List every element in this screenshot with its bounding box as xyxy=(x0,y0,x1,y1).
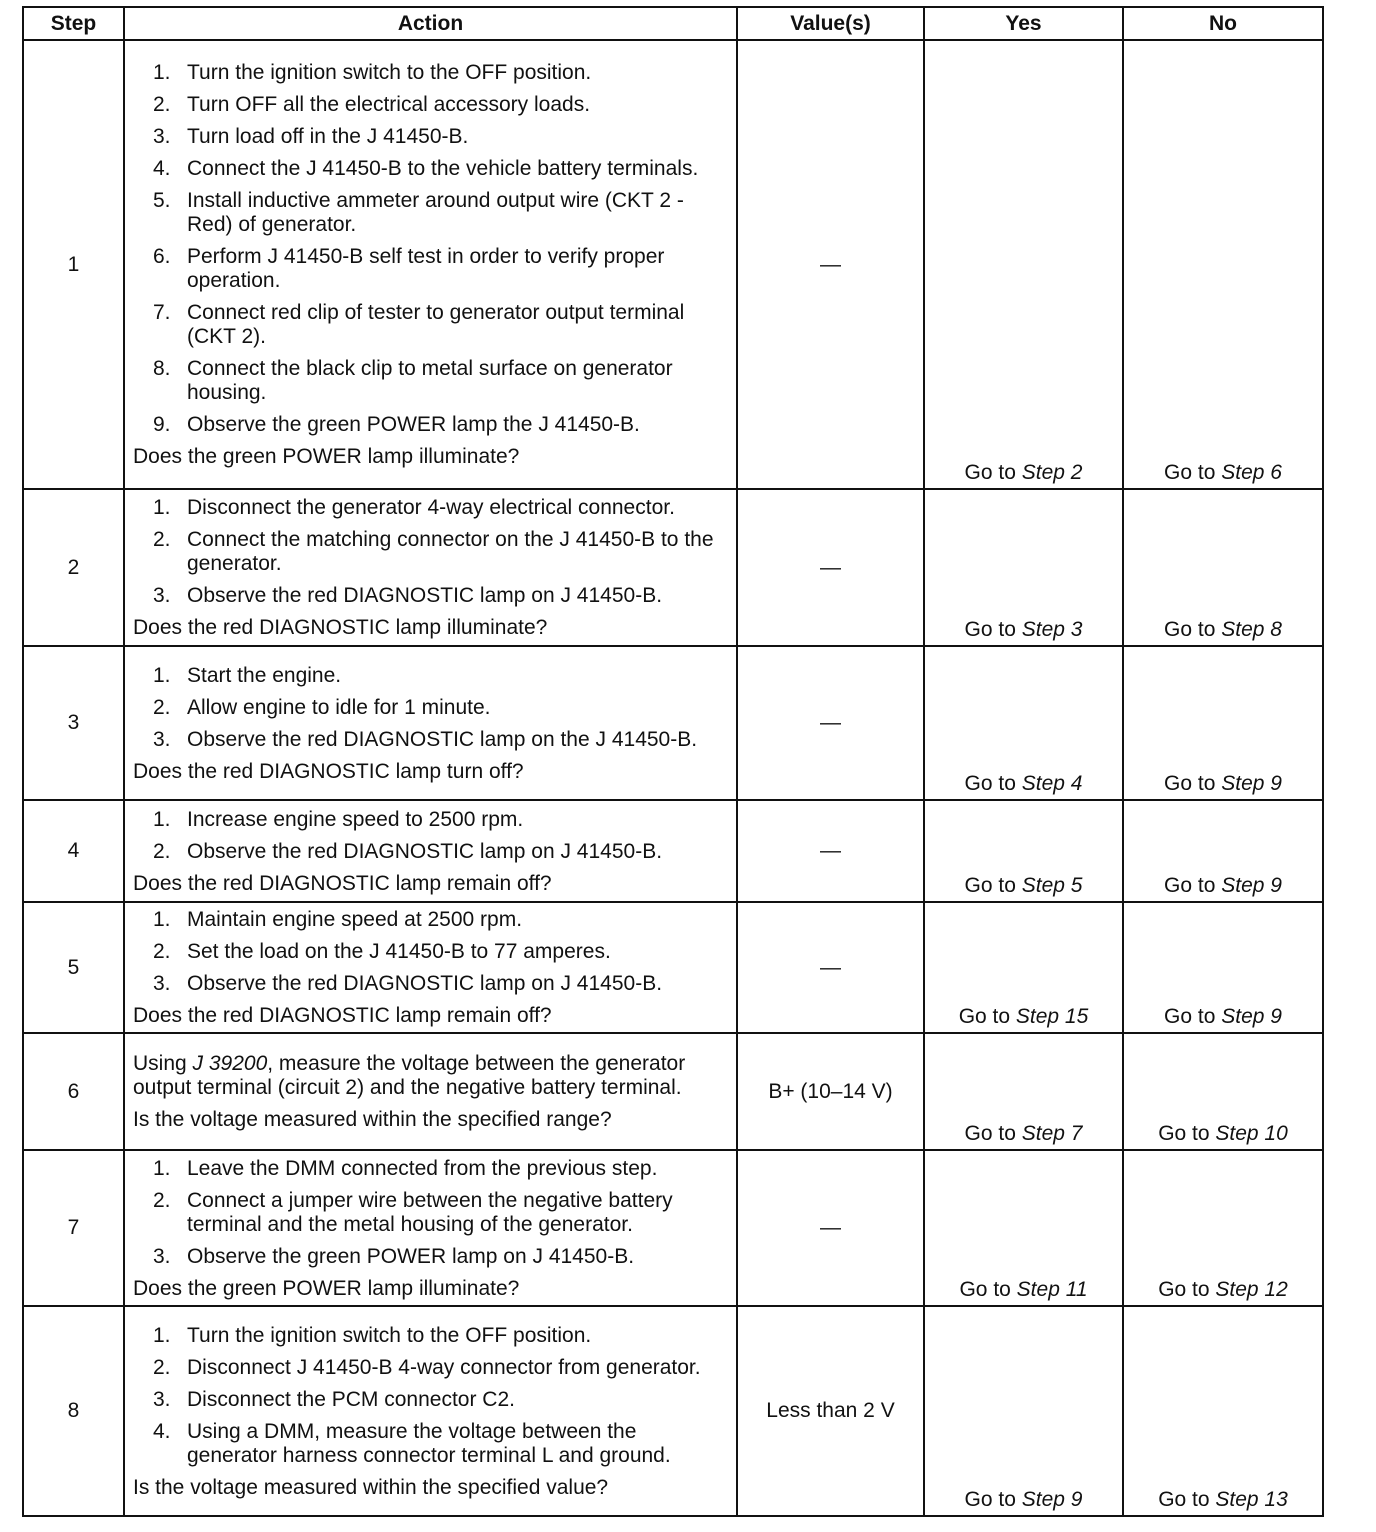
action-list xyxy=(133,1157,728,1269)
step-number: 6 xyxy=(23,1033,124,1150)
action-item-number: 1. xyxy=(153,908,171,931)
action-question: Is the voltage measured within the specified value? xyxy=(133,1475,609,1499)
action-item-text: Observe the green POWER lamp on J 41450-B. xyxy=(187,1244,635,1268)
action-item-number: 9. xyxy=(153,413,171,436)
action-cell xyxy=(124,646,737,800)
goto-prefix: Go to xyxy=(964,618,1022,641)
action-item xyxy=(133,940,728,964)
action-item-text: Perform J 41450-B self test in order to verify proper operation. xyxy=(187,245,665,292)
goto-prefix: Go to xyxy=(1164,772,1222,795)
action-item-text: Connect the J 41450-B to the vehicle battery terminals. xyxy=(187,157,699,180)
goto-step-link[interactable]: Step 10 xyxy=(1215,1122,1288,1145)
step-number: 2 xyxy=(23,489,124,646)
action-item-text: Turn the ignition switch to the OFF position. xyxy=(187,1323,592,1347)
action-item xyxy=(133,413,728,437)
goto-prefix: Go to xyxy=(964,772,1022,795)
no-cell xyxy=(1123,40,1323,489)
yes-cell xyxy=(924,1306,1123,1516)
value-cell: — xyxy=(737,646,924,800)
goto-step-link[interactable]: Step 9 xyxy=(1221,874,1282,897)
action-item-number: 4. xyxy=(153,1419,171,1443)
action-cell xyxy=(124,800,737,902)
goto-step-link[interactable]: Step 9 xyxy=(1221,1005,1282,1028)
action-item-number: 1. xyxy=(153,1323,171,1347)
value-cell: — xyxy=(737,489,924,646)
action-item xyxy=(133,1157,728,1181)
value-cell: — xyxy=(737,1150,924,1306)
action-item-text: Connect the black clip to metal surface on generator housing. xyxy=(187,357,673,404)
action-list xyxy=(133,664,728,752)
header-yes: Yes xyxy=(924,7,1123,40)
goto-step-link[interactable]: Step 3 xyxy=(1021,618,1083,641)
action-item xyxy=(133,908,728,932)
action-item-text: Maintain engine speed at 2500 rpm. xyxy=(187,908,523,931)
action-item xyxy=(133,93,728,117)
action-cell xyxy=(124,40,737,489)
action-item-text: Leave the DMM connected from the previous step. xyxy=(187,1156,658,1180)
goto-step-link[interactable]: Step 8 xyxy=(1221,618,1282,641)
action-item xyxy=(133,125,728,149)
goto-step-link[interactable]: Step 11 xyxy=(1016,1278,1088,1301)
goto-prefix: Go to xyxy=(1164,874,1222,897)
goto-step-link[interactable]: Step 9 xyxy=(1221,772,1282,795)
value-cell: — xyxy=(737,800,924,902)
action-item-number: 2. xyxy=(153,1188,171,1212)
step-number: 7 xyxy=(23,1150,124,1306)
header-action: Action xyxy=(124,7,737,40)
action-item-number: 1. xyxy=(153,807,171,831)
action-list xyxy=(133,61,728,437)
action-question: Does the red DIAGNOSTIC lamp illuminate? xyxy=(133,616,548,639)
table-row xyxy=(23,646,1323,800)
action-question: Is the voltage measured within the specified range? xyxy=(133,1108,612,1131)
step-number: 1 xyxy=(23,40,124,489)
action-item-number: 7. xyxy=(153,301,171,324)
action-item-number: 3. xyxy=(153,125,171,148)
step-number: 5 xyxy=(23,902,124,1033)
yes-cell xyxy=(924,646,1123,800)
action-item-number: 6. xyxy=(153,245,171,268)
action-list xyxy=(133,908,728,996)
goto-step-link[interactable]: Step 15 xyxy=(1015,1005,1089,1028)
table-row xyxy=(23,902,1323,1033)
table-row xyxy=(23,489,1323,646)
action-item-text: Start the engine. xyxy=(187,663,342,687)
goto-prefix: Go to xyxy=(1158,1122,1216,1145)
action-cell xyxy=(124,1033,737,1150)
action-item xyxy=(133,1324,728,1348)
goto-prefix: Go to xyxy=(1164,461,1222,484)
action-item xyxy=(133,528,728,576)
action-cell xyxy=(124,1306,737,1516)
action-list xyxy=(133,808,728,864)
step-number: 3 xyxy=(23,646,124,800)
action-item-number: 1. xyxy=(153,663,171,687)
action-item-text: Observe the red DIAGNOSTIC lamp on J 41450-B. xyxy=(187,584,663,607)
action-item-text: Turn load off in the J 41450-B. xyxy=(187,125,469,148)
action-item-number: 1. xyxy=(153,496,171,519)
action-cell xyxy=(124,902,737,1033)
goto-step-link[interactable]: Step 4 xyxy=(1021,772,1083,795)
action-item xyxy=(133,157,728,181)
action-item-number: 2. xyxy=(153,695,171,719)
instruction-text: , measure the voltage between the generator output terminal (circuit 2) and the negative battery terminal. xyxy=(133,1052,686,1099)
action-item-text: Observe the red DIAGNOSTIC lamp on J 41450-B. xyxy=(187,972,663,995)
action-item xyxy=(133,301,728,349)
action-item-text: Connect a jumper wire between the negative battery terminal and the metal housing of the generator. xyxy=(187,1188,673,1236)
goto-prefix: Go to xyxy=(958,1005,1016,1028)
action-item-number: 8. xyxy=(153,357,171,380)
action-item-number: 3. xyxy=(153,972,171,995)
action-item-text: Install inductive ammeter around output wire (CKT 2 - Red) of generator. xyxy=(187,189,684,236)
action-item-text: Observe the green POWER lamp the J 41450-B. xyxy=(187,413,640,436)
action-question: Does the red DIAGNOSTIC lamp remain off? xyxy=(133,871,552,895)
header-values: Value(s) xyxy=(737,7,924,40)
yes-cell xyxy=(924,800,1123,902)
no-cell xyxy=(1123,646,1323,800)
yes-cell xyxy=(924,489,1123,646)
action-question: Does the red DIAGNOSTIC lamp turn off? xyxy=(133,759,524,783)
action-list xyxy=(133,1324,728,1468)
action-item xyxy=(133,1356,728,1380)
table-row xyxy=(23,1033,1323,1150)
no-cell xyxy=(1123,1306,1323,1516)
action-item-number: 1. xyxy=(153,61,171,84)
action-question: Does the red DIAGNOSTIC lamp remain off? xyxy=(133,1004,552,1027)
action-item-number: 1. xyxy=(153,1156,171,1180)
action-item-text: Connect the matching connector on the J 41450-B to the generator. xyxy=(187,528,714,575)
action-item xyxy=(133,972,728,996)
table-row xyxy=(23,1306,1323,1516)
action-item xyxy=(133,189,728,237)
goto-prefix: Go to xyxy=(964,874,1022,897)
action-item-text: Turn OFF all the electrical accessory loads. xyxy=(187,93,591,116)
goto-prefix: Go to xyxy=(964,1122,1022,1145)
no-cell xyxy=(1123,489,1323,646)
goto-prefix: Go to xyxy=(1164,618,1222,641)
action-item-number: 2. xyxy=(153,839,171,863)
action-item-number: 3. xyxy=(153,1387,171,1411)
action-item xyxy=(133,1388,728,1412)
yes-cell xyxy=(924,40,1123,489)
action-item xyxy=(133,1245,728,1269)
no-cell xyxy=(1123,1033,1323,1150)
action-cell xyxy=(124,489,737,646)
goto-prefix: Go to xyxy=(964,461,1022,484)
action-item-text: Connect red clip of tester to generator output terminal (CKT 2). xyxy=(187,301,685,348)
action-item xyxy=(133,584,728,608)
action-item-text: Disconnect J 41450-B 4-way connector from generator. xyxy=(187,1355,701,1379)
goto-step-link[interactable]: Step 2 xyxy=(1021,461,1083,484)
action-item xyxy=(133,728,728,752)
action-cell xyxy=(124,1150,737,1306)
no-cell xyxy=(1123,800,1323,902)
action-item xyxy=(133,1189,728,1237)
yes-cell xyxy=(924,902,1123,1033)
action-item xyxy=(133,357,728,405)
no-cell xyxy=(1123,1150,1323,1306)
action-item xyxy=(133,245,728,293)
goto-step-link[interactable]: Step 12 xyxy=(1215,1278,1288,1301)
table-row xyxy=(23,1150,1323,1306)
action-item xyxy=(133,664,728,688)
goto-step-link[interactable]: Step 9 xyxy=(1021,1488,1083,1511)
goto-prefix: Go to xyxy=(964,1488,1022,1511)
tool-reference: J 39200 xyxy=(192,1052,268,1075)
header-step: Step xyxy=(23,7,124,40)
header-no: No xyxy=(1123,7,1323,40)
goto-prefix: Go to xyxy=(1164,1005,1222,1028)
action-instruction xyxy=(133,1052,728,1100)
action-list xyxy=(133,496,728,608)
goto-step-link[interactable]: Step 13 xyxy=(1215,1488,1288,1511)
action-item-text: Disconnect the PCM connector C2. xyxy=(187,1387,515,1411)
value-cell: — xyxy=(737,902,924,1033)
action-question: Does the green POWER lamp illuminate? xyxy=(133,1276,520,1300)
step-number: 8 xyxy=(23,1306,124,1516)
action-item xyxy=(133,840,728,864)
action-item-text: Allow engine to idle for 1 minute. xyxy=(187,695,491,719)
table-body xyxy=(23,40,1323,1516)
goto-prefix: Go to xyxy=(959,1278,1017,1301)
action-item-text: Disconnect the generator 4-way electrical connector. xyxy=(187,496,675,519)
header-row xyxy=(23,7,1323,40)
action-item-text: Using a DMM, measure the voltage between the generator harness connector terminal L and ground. xyxy=(187,1419,671,1467)
goto-step-link[interactable]: Step 7 xyxy=(1021,1122,1083,1145)
goto-step-link[interactable]: Step 6 xyxy=(1221,461,1282,484)
action-item-number: 2. xyxy=(153,940,171,963)
action-item-text: Observe the red DIAGNOSTIC lamp on J 41450-B. xyxy=(187,839,663,863)
value-cell: B+ (10–14 V) xyxy=(737,1033,924,1150)
action-question: Does the green POWER lamp illuminate? xyxy=(133,445,520,468)
goto-prefix: Go to xyxy=(1158,1488,1216,1511)
goto-step-link[interactable]: Step 5 xyxy=(1021,874,1083,897)
table-row xyxy=(23,40,1323,489)
value-cell: — xyxy=(737,40,924,489)
action-item xyxy=(133,696,728,720)
action-item-number: 3. xyxy=(153,1244,171,1268)
action-item-number: 2. xyxy=(153,93,171,116)
action-item-number: 2. xyxy=(153,1355,171,1379)
action-item-number: 3. xyxy=(153,584,171,607)
action-item-number: 4. xyxy=(153,157,171,180)
action-item-text: Set the load on the J 41450-B to 77 amperes. xyxy=(187,940,611,963)
action-item-text: Turn the ignition switch to the OFF position. xyxy=(187,61,592,84)
yes-cell xyxy=(924,1033,1123,1150)
action-item-number: 5. xyxy=(153,189,171,212)
diagnostic-table xyxy=(22,6,1324,1517)
goto-prefix: Go to xyxy=(1158,1278,1216,1301)
no-cell xyxy=(1123,902,1323,1033)
action-item-number: 3. xyxy=(153,727,171,751)
action-item xyxy=(133,808,728,832)
step-number: 4 xyxy=(23,800,124,902)
yes-cell xyxy=(924,1150,1123,1306)
value-cell: Less than 2 V xyxy=(737,1306,924,1516)
action-item-number: 2. xyxy=(153,528,171,551)
action-item xyxy=(133,1420,728,1468)
diagnostic-table-container xyxy=(22,6,1322,1517)
action-item xyxy=(133,496,728,520)
action-item-text: Observe the red DIAGNOSTIC lamp on the J 41450-B. xyxy=(187,727,698,751)
table-row xyxy=(23,800,1323,902)
action-item-text: Increase engine speed to 2500 rpm. xyxy=(187,807,524,831)
action-item xyxy=(133,61,728,85)
instruction-text: Using xyxy=(133,1052,193,1075)
